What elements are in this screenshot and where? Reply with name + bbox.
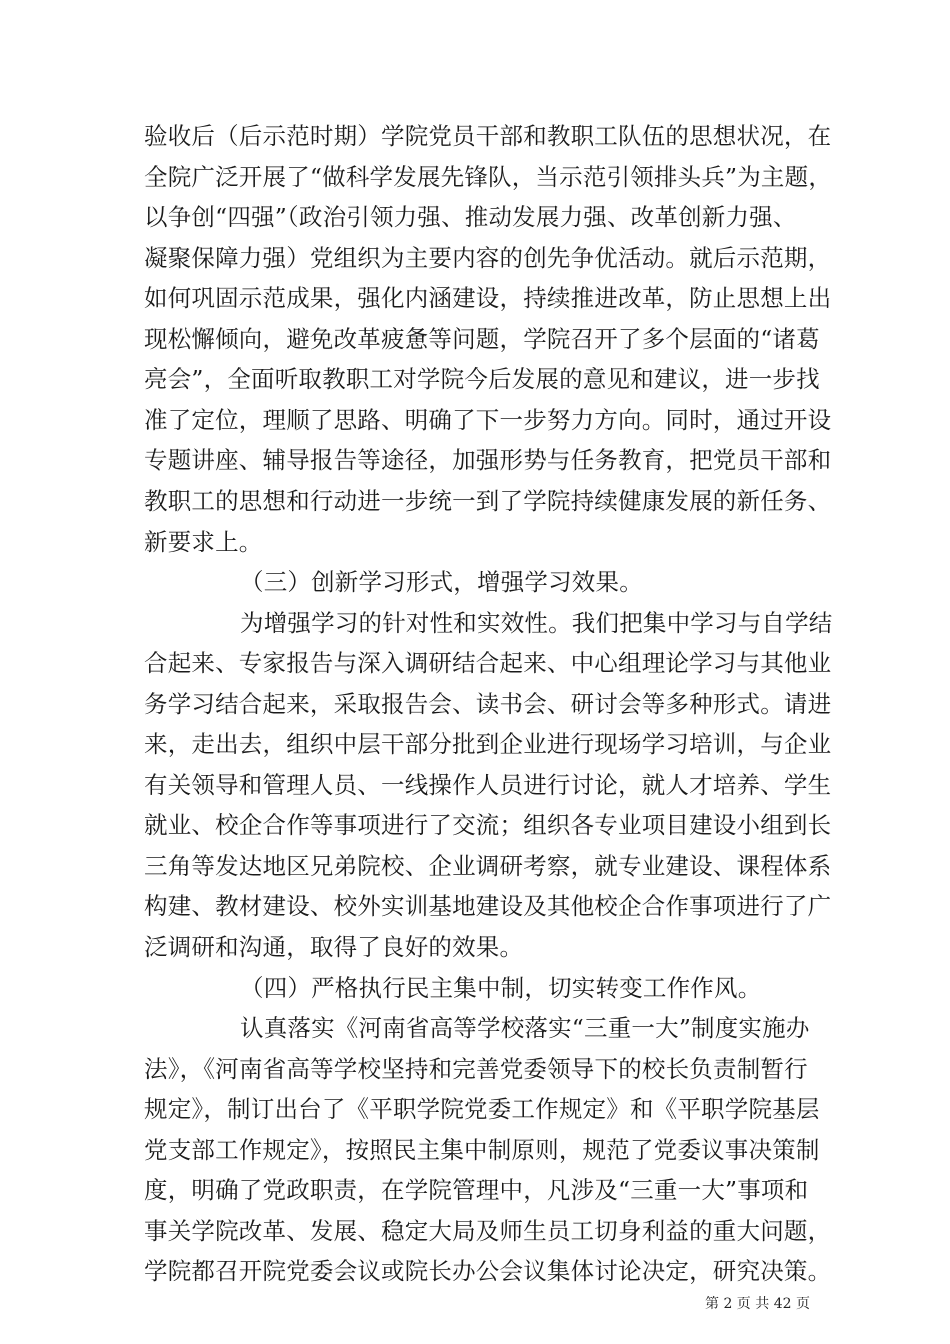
paragraph-line: 合起来、专家报告与深入调研结合起来、中心组理论学习与其他业 bbox=[144, 649, 832, 677]
paragraph-line: 验收后（后示范时期）学院党员干部和教职工队伍的思想状况，在 bbox=[144, 122, 832, 150]
page-number-footer: 第 2 页 共 42 页 bbox=[705, 1296, 810, 1312]
paragraph-line: 务学习结合起来，采取报告会、读书会、研讨会等多种形式。请进 bbox=[144, 690, 832, 718]
paragraph-line: 专题讲座、辅导报告等途径，加强形势与任务教育，把党员干部和 bbox=[144, 446, 832, 474]
paragraph-line: 三角等发达地区兄弟院校、企业调研考察，就专业建设、课程体系 bbox=[144, 852, 832, 880]
paragraph-line: 有关领导和管理人员、一线操作人员进行讨论，就人才培养、学生 bbox=[144, 771, 832, 799]
paragraph-line: 构建、教材建设、校外实训基地建设及其他校企合作事项进行了广 bbox=[144, 892, 832, 920]
paragraph-line: 教职工的思想和行动进一步统一到了学院持续健康发展的新任务、 bbox=[144, 487, 832, 515]
paragraph-line: 就业、校企合作等事项进行了交流；组织各专业项目建设小组到长 bbox=[144, 811, 832, 839]
paragraph-line: 事关学院改革、发展、稳定大局及师生员工切身利益的重大问题， bbox=[144, 1217, 832, 1245]
section-heading: （四）严格执行民主集中制，切实转变工作作风。 bbox=[240, 974, 762, 1002]
paragraph-line: 党支部工作规定》，按照民主集中制原则，规范了党委议事决策制 bbox=[144, 1136, 820, 1164]
paragraph-line: 以争创“四强”（政治引领力强、推动发展力强、改革创新力强、 bbox=[144, 203, 797, 231]
paragraph-line: 新要求上。 bbox=[144, 528, 263, 556]
paragraph-line: 来，走出去，组织中层干部分批到企业进行现场学习培训，与企业 bbox=[144, 730, 832, 758]
paragraph-line: 度，明确了党政职责，在学院管理中，凡涉及“三重一大”事项和 bbox=[144, 1176, 809, 1204]
paragraph-line: 为增强学习的针对性和实效性。我们把集中学习与自学结 bbox=[240, 609, 833, 637]
paragraph-line: 认真落实《河南省高等学校落实“三重一大”制度实施办 bbox=[240, 1014, 810, 1042]
paragraph-line: 凝聚保障力强）党组织为主要内容的创先争优活动。就后示范期， bbox=[144, 244, 832, 272]
paragraph-line: 规定》，制订出台了《平职学院党委工作规定》和《平职学院基层 bbox=[144, 1095, 820, 1123]
paragraph-line: 准了定位，理顺了思路、明确了下一步努力方向。同时，通过开设 bbox=[144, 406, 832, 434]
paragraph-line: 法》，《河南省高等学校坚持和完善党委领导下的校长负责制暂行 bbox=[144, 1055, 808, 1083]
paragraph-line: 如何巩固示范成果，强化内涵建设，持续推进改革，防止思想上出 bbox=[144, 284, 832, 312]
section-heading: （三）创新学习形式，增强学习效果。 bbox=[240, 568, 643, 596]
paragraph-line: 泛调研和沟通，取得了良好的效果。 bbox=[144, 933, 524, 961]
paragraph-line: 亮会”，全面听取教职工对学院今后发展的意见和建议，进一步找 bbox=[144, 365, 820, 393]
paragraph-line: 现松懈倾向，避免改革疲惫等问题，学院召开了多个层面的“诸葛 bbox=[144, 325, 820, 353]
paragraph-line: 全院广泛开展了“做科学发展先锋队，当示范引领排头兵”为主题， bbox=[144, 163, 833, 191]
paragraph-line: 学院都召开院党委会议或院长办公会议集体讨论决定，研究决策。 bbox=[144, 1257, 832, 1285]
